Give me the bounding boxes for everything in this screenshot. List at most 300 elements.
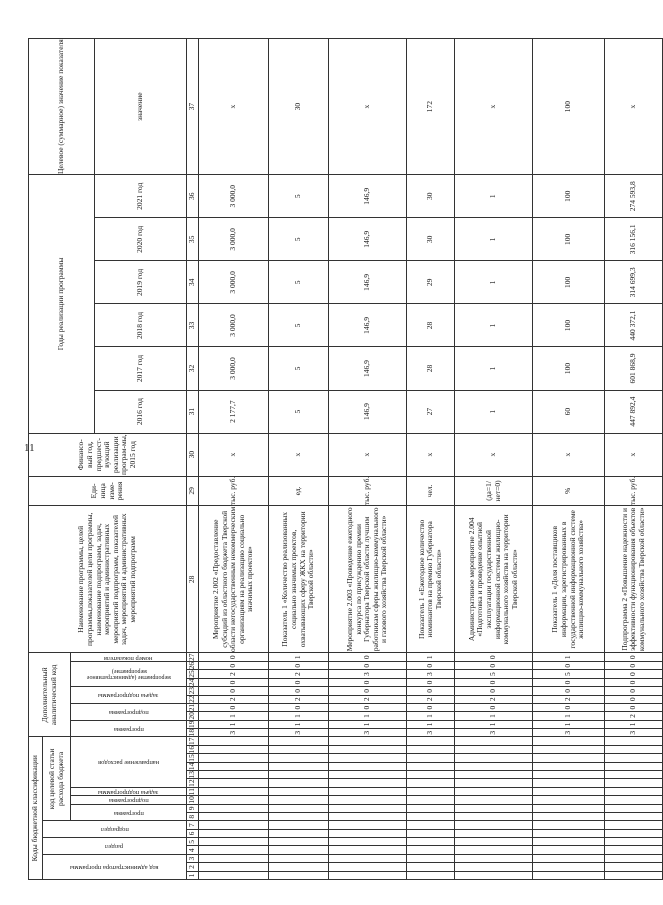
code-digit	[533, 854, 605, 862]
column-number: 35	[187, 218, 199, 261]
row-year-value: 5	[269, 304, 329, 347]
table-row	[329, 39, 407, 880]
code-digit	[455, 846, 533, 854]
code-digit: 0	[329, 662, 407, 670]
code-digit	[199, 829, 269, 837]
column-number: 13	[187, 771, 199, 779]
years-title: Годы реализации программы	[29, 175, 95, 433]
code-digit	[329, 737, 407, 746]
code-digit	[329, 762, 407, 770]
admin-code-header: код администратора программы	[70, 864, 159, 872]
column-number: 9	[187, 804, 199, 812]
code-digit	[605, 754, 663, 762]
code-digit: 1	[455, 712, 533, 720]
code-digit: 3	[329, 670, 407, 678]
code-digit	[533, 829, 605, 837]
code-digit: 0	[605, 703, 663, 711]
row-description: Административное мероприятие 2.004 «Подготовка и проведение опытной эксплуатации государственной информационной системы жилищно-коммунального хозяйства на территории Тверской области»	[455, 506, 533, 653]
name-header: Наименование программы, целей программы,показателей цели программы, наименование подпрограмм, задач, мероприятий и административных мероприятий подпрограмм, показателей задач, мероприятий и административных мероприятий подпрограмм	[29, 506, 187, 653]
code-digit: 0	[455, 678, 533, 686]
code-digit	[199, 737, 269, 746]
fin2015-header: Финансо-вый год, предшест-вующий реализации програм-мы, 2015 год	[29, 433, 187, 476]
year-2021: 2021 год	[95, 175, 187, 218]
code-digit: 1	[407, 653, 455, 662]
code-digit	[269, 813, 329, 821]
code-digit	[455, 871, 533, 879]
code-digit: 2	[533, 695, 605, 703]
code-digit: 0	[269, 678, 329, 686]
subprogram-header: подпрограмма	[108, 797, 149, 805]
code-digit	[533, 863, 605, 871]
code-digit: 3	[455, 729, 533, 737]
code-digit	[455, 771, 533, 779]
code-digit	[329, 771, 407, 779]
row-year-value: 5	[269, 390, 329, 433]
row-year-value: 440 372,1	[605, 304, 663, 347]
code-digit: 0	[329, 703, 407, 711]
code-digit	[329, 754, 407, 762]
column-number: 30	[187, 433, 199, 476]
code-digit	[329, 813, 407, 821]
column-number: 32	[187, 347, 199, 390]
code-digit	[605, 854, 663, 862]
code-digit: 0	[605, 687, 663, 695]
code-digit	[605, 779, 663, 787]
code-digit: 0	[455, 653, 533, 662]
row-fin2015: х	[605, 433, 663, 476]
code-digit	[329, 796, 407, 804]
code-digit: 0	[455, 703, 533, 711]
row-year-value: 60	[533, 390, 605, 433]
code-digit	[199, 838, 269, 846]
row-description: Мероприятие 2.003 «Проведение ежегодного конкурса по присуждению премии Губернатора Тверской области лучшим работникам сферы жилищно-коммунального и газового хозяйства Тверской области»	[329, 506, 407, 653]
code-digit	[329, 746, 407, 754]
row-unit: %	[533, 476, 605, 505]
code-digit	[329, 838, 407, 846]
row-year-value: 100	[533, 304, 605, 347]
code-digit	[455, 863, 533, 871]
row-year-value: 3 000,0	[199, 218, 269, 261]
code-digit: 0	[199, 687, 269, 695]
column-number: 18	[187, 729, 199, 737]
column-number: 7	[187, 821, 199, 829]
row-unit: тыс. руб.	[199, 476, 269, 505]
code-digit: 0	[407, 703, 455, 711]
column-number: 14	[187, 762, 199, 770]
code-digit	[533, 846, 605, 854]
code-digit	[605, 762, 663, 770]
code-digit	[329, 787, 407, 795]
column-number: 26	[187, 662, 199, 670]
code-digit	[455, 762, 533, 770]
code-digit	[455, 779, 533, 787]
row-year-value: 30	[407, 175, 455, 218]
row-description: Мероприятие 2.002 «Предоставление субсидий из областного бюджета Тверской области негосударственным некоммерческим организациям на реализацию социально значимых проектов»	[199, 506, 269, 653]
code-digit	[407, 754, 455, 762]
column-number: 1	[187, 871, 199, 879]
row-year-value: 1	[455, 304, 533, 347]
code-digit: 2	[269, 695, 329, 703]
code-digit	[407, 863, 455, 871]
code-digit	[199, 746, 269, 754]
column-number: 36	[187, 175, 199, 218]
row-year-value: 2 177,7	[199, 390, 269, 433]
column-number: 11	[187, 787, 199, 795]
code-digit	[269, 746, 329, 754]
code-digit: 3	[533, 729, 605, 737]
code-digit	[269, 796, 329, 804]
row-target: 172	[407, 39, 455, 175]
code-digit	[455, 854, 533, 862]
row-year-value: 1	[455, 347, 533, 390]
code-digit: 0	[329, 678, 407, 686]
section-header: раздел	[105, 843, 124, 851]
code-digit	[199, 779, 269, 787]
code-digit	[269, 737, 329, 746]
row-year-value: 3 000,0	[199, 304, 269, 347]
code-digit	[407, 796, 455, 804]
column-number: 19	[187, 720, 199, 728]
code-digit	[269, 762, 329, 770]
rotated-table-container	[28, 38, 646, 880]
row-year-value: 146,9	[329, 304, 407, 347]
code-digit: 2	[407, 695, 455, 703]
code-digit	[199, 771, 269, 779]
code-digit: 0	[269, 662, 329, 670]
code-digit: 0	[199, 678, 269, 686]
code-digit: 0	[605, 670, 663, 678]
code-digit	[269, 779, 329, 787]
subsection-header: подраздел	[100, 826, 129, 834]
row-fin2015: х	[533, 433, 605, 476]
row-target: 30	[269, 39, 329, 175]
code-digit	[455, 804, 533, 812]
code-digit: 1	[199, 712, 269, 720]
code-digit	[455, 821, 533, 829]
code-digit	[455, 787, 533, 795]
column-number: 8	[187, 813, 199, 821]
code-digit: 1	[407, 712, 455, 720]
column-number: 6	[187, 829, 199, 837]
target-title: Целевое (суммарное) значение показателя	[29, 39, 95, 175]
unit-header: Еди-ница изме-рения	[29, 476, 187, 505]
code-digit	[269, 863, 329, 871]
code-digit	[407, 737, 455, 746]
year-2016: 2016 год	[95, 390, 187, 433]
row-target: 100	[533, 39, 605, 175]
column-number: 34	[187, 261, 199, 304]
code-digit	[269, 854, 329, 862]
code-digit	[605, 846, 663, 854]
table-row	[407, 39, 455, 880]
code-digit	[533, 746, 605, 754]
table-body	[199, 39, 663, 880]
code-digit	[407, 871, 455, 879]
row-target: х	[605, 39, 663, 175]
row-unit: тыс. руб.	[605, 476, 663, 505]
code-digit: 1	[269, 712, 329, 720]
code-digit	[199, 854, 269, 862]
column-number: 2	[187, 863, 199, 871]
table-row	[605, 39, 663, 880]
a-task-header: задача подпрограммы	[98, 692, 159, 700]
column-number: 3	[187, 854, 199, 862]
program-table	[28, 38, 663, 880]
code-digit: 1	[329, 712, 407, 720]
row-fin2015: х	[329, 433, 407, 476]
code-digit: 0	[407, 678, 455, 686]
code-digit: 3	[199, 729, 269, 737]
measure-dir-header: направление расходов	[97, 759, 160, 767]
code-digit: 0	[455, 687, 533, 695]
code-digit: 0	[533, 662, 605, 670]
code-digit	[605, 771, 663, 779]
table-row	[199, 39, 269, 880]
code-digit	[605, 863, 663, 871]
column-number: 4	[187, 846, 199, 854]
row-year-value: 146,9	[329, 347, 407, 390]
code-digit: 0	[269, 703, 329, 711]
row-year-value: 601 868,9	[605, 347, 663, 390]
row-year-value: 146,9	[329, 175, 407, 218]
row-year-value: 5	[269, 175, 329, 218]
code-digit: 0	[533, 703, 605, 711]
column-number: 16	[187, 746, 199, 754]
row-description: Подпрограмма 2 «Повышение надежности и эффективности функционирования объектов коммунального хозяйства Тверской области»	[605, 506, 663, 653]
row-year-value: 3 000,0	[199, 175, 269, 218]
code-digit	[533, 754, 605, 762]
code-digit	[407, 813, 455, 821]
year-2019: 2019 год	[95, 261, 187, 304]
code-digit	[199, 821, 269, 829]
code-digit: 0	[329, 653, 407, 662]
code-digit: 0	[269, 687, 329, 695]
row-year-value: 100	[533, 347, 605, 390]
code-digit	[329, 829, 407, 837]
code-digit	[533, 871, 605, 879]
code-digit: 5	[533, 670, 605, 678]
code-digit: 2	[455, 695, 533, 703]
code-digit	[605, 871, 663, 879]
code-digit	[455, 813, 533, 821]
code-digit	[199, 813, 269, 821]
code-digit: 5	[455, 670, 533, 678]
code-digit: 0	[605, 678, 663, 686]
table-row	[269, 39, 329, 880]
code-digit	[269, 771, 329, 779]
column-number: 33	[187, 304, 199, 347]
a-subprogram-header: подпрограмма	[108, 709, 149, 717]
code-digit	[533, 771, 605, 779]
row-target: х	[199, 39, 269, 175]
program-header: программа	[113, 809, 144, 817]
code-digit	[199, 762, 269, 770]
row-year-value: 28	[407, 304, 455, 347]
row-year-value: 1	[455, 218, 533, 261]
row-year-value: 146,9	[329, 261, 407, 304]
row-fin2015: х	[455, 433, 533, 476]
column-number: 17	[187, 737, 199, 746]
code-digit	[605, 787, 663, 795]
table-row	[533, 39, 605, 880]
code-digit	[407, 846, 455, 854]
column-number: 27	[187, 653, 199, 662]
code-digit: 0	[329, 687, 407, 695]
column-number: 10	[187, 796, 199, 804]
code-digit: 3	[407, 670, 455, 678]
code-digit	[269, 804, 329, 812]
code-digit	[605, 829, 663, 837]
code-digit	[407, 804, 455, 812]
row-target: х	[329, 39, 407, 175]
code-digit: 3	[407, 729, 455, 737]
column-number: 5	[187, 838, 199, 846]
code-digit	[533, 779, 605, 787]
row-year-value: 30	[407, 218, 455, 261]
code-digit	[407, 821, 455, 829]
table-row	[455, 39, 533, 880]
code-digit: 1	[199, 720, 269, 728]
row-year-value: 100	[533, 261, 605, 304]
code-digit	[533, 762, 605, 770]
code-digit: 1	[533, 712, 605, 720]
row-year-value: 5	[269, 261, 329, 304]
row-year-value: 28	[407, 347, 455, 390]
code-digit	[455, 838, 533, 846]
column-number: 29	[187, 476, 199, 505]
row-fin2015: х	[269, 433, 329, 476]
code-digit	[455, 829, 533, 837]
year-2017: 2017 год	[95, 347, 187, 390]
code-digit	[407, 771, 455, 779]
a-program-header: программа	[113, 725, 144, 733]
add-code-title: Дополнительный аналитический код	[29, 653, 71, 737]
code-digit: 2	[329, 695, 407, 703]
code-digit: 1	[533, 720, 605, 728]
code-digit	[199, 871, 269, 879]
code-digit	[533, 838, 605, 846]
code-digit: 2	[199, 670, 269, 678]
row-unit: чел.	[407, 476, 455, 505]
row-year-value: 5	[269, 347, 329, 390]
code-digit	[407, 787, 455, 795]
column-number: 28	[187, 506, 199, 653]
code-digit	[269, 787, 329, 795]
code-digit	[269, 754, 329, 762]
code-digit: 0	[199, 653, 269, 662]
page-number: 11	[24, 442, 35, 454]
code-digit: 1	[329, 720, 407, 728]
code-digit	[605, 746, 663, 754]
code-digit	[199, 796, 269, 804]
row-year-value: 1	[455, 390, 533, 433]
code-digit	[533, 796, 605, 804]
code-digit	[407, 838, 455, 846]
code-digit: 0	[533, 687, 605, 695]
row-year-value: 146,9	[329, 218, 407, 261]
column-number: 24	[187, 678, 199, 686]
column-number: 37	[187, 39, 199, 175]
code-digit: 0	[199, 662, 269, 670]
row-year-value: 3 000,0	[199, 261, 269, 304]
year-2020: 2020 год	[95, 218, 187, 261]
code-digit	[605, 737, 663, 746]
code-digit	[533, 821, 605, 829]
column-number: 23	[187, 687, 199, 695]
code-digit: 1	[455, 720, 533, 728]
column-number: 20	[187, 712, 199, 720]
column-number: 15	[187, 754, 199, 762]
target-value-header: значение	[95, 39, 187, 175]
column-number: 12	[187, 779, 199, 787]
code-digit: 3	[269, 729, 329, 737]
code-digit	[269, 838, 329, 846]
row-unit: (да=1/ нет=0)	[455, 476, 533, 505]
row-year-value: 316 156,1	[605, 218, 663, 261]
code-digit	[269, 821, 329, 829]
code-digit: 0	[407, 662, 455, 670]
row-fin2015: х	[199, 433, 269, 476]
code-digit	[455, 746, 533, 754]
row-year-value: 274 593,8	[605, 175, 663, 218]
task-header: задача подпрограммы	[98, 788, 159, 796]
row-year-value: 100	[533, 175, 605, 218]
column-number: 22	[187, 695, 199, 703]
code-digit	[605, 821, 663, 829]
row-year-value: 1	[455, 175, 533, 218]
code-digit	[199, 863, 269, 871]
code-digit: 1	[269, 653, 329, 662]
column-numbers-row	[187, 39, 199, 880]
code-digit	[407, 762, 455, 770]
code-digit	[533, 737, 605, 746]
code-digit	[329, 779, 407, 787]
row-description: Показатель 1 «Количество реализованных социально значимых проектов, охватывающих сферу ЖКХ на территории Тверской области»	[269, 506, 329, 653]
code-digit	[455, 754, 533, 762]
code-digit: 1	[407, 720, 455, 728]
column-number: 31	[187, 390, 199, 433]
code-digit: 2	[199, 695, 269, 703]
code-digit: 1	[269, 720, 329, 728]
code-digit	[455, 796, 533, 804]
row-fin2015: х	[407, 433, 455, 476]
row-year-value: 5	[269, 218, 329, 261]
code-digit: 0	[605, 695, 663, 703]
code-digit	[269, 846, 329, 854]
row-year-value: 447 892,4	[605, 390, 663, 433]
row-unit: тыс. руб.	[329, 476, 407, 505]
column-number: 21	[187, 703, 199, 711]
codes-title: Коды бюджетной классификации	[29, 737, 43, 880]
row-year-value: 314 699,3	[605, 261, 663, 304]
code-digit: 0	[605, 653, 663, 662]
code-digit	[269, 829, 329, 837]
code-digit: 1	[605, 720, 663, 728]
row-year-value: 100	[533, 218, 605, 261]
code-digit	[329, 846, 407, 854]
code-digit	[605, 813, 663, 821]
a-event-header: мероприятие (административное мероприятие)	[86, 668, 171, 681]
code-digit: 0	[199, 703, 269, 711]
code-digit	[533, 787, 605, 795]
row-description: Показатель 1 «Доля поставщиков информации, зарегистрированных в государственной информационной системе жилищно-коммунального хозяйства»	[533, 506, 605, 653]
code-digit: 0	[407, 687, 455, 695]
code-digit	[199, 804, 269, 812]
code-digit	[407, 854, 455, 862]
code-digit	[407, 779, 455, 787]
code-digit	[605, 804, 663, 812]
code-digit	[269, 871, 329, 879]
